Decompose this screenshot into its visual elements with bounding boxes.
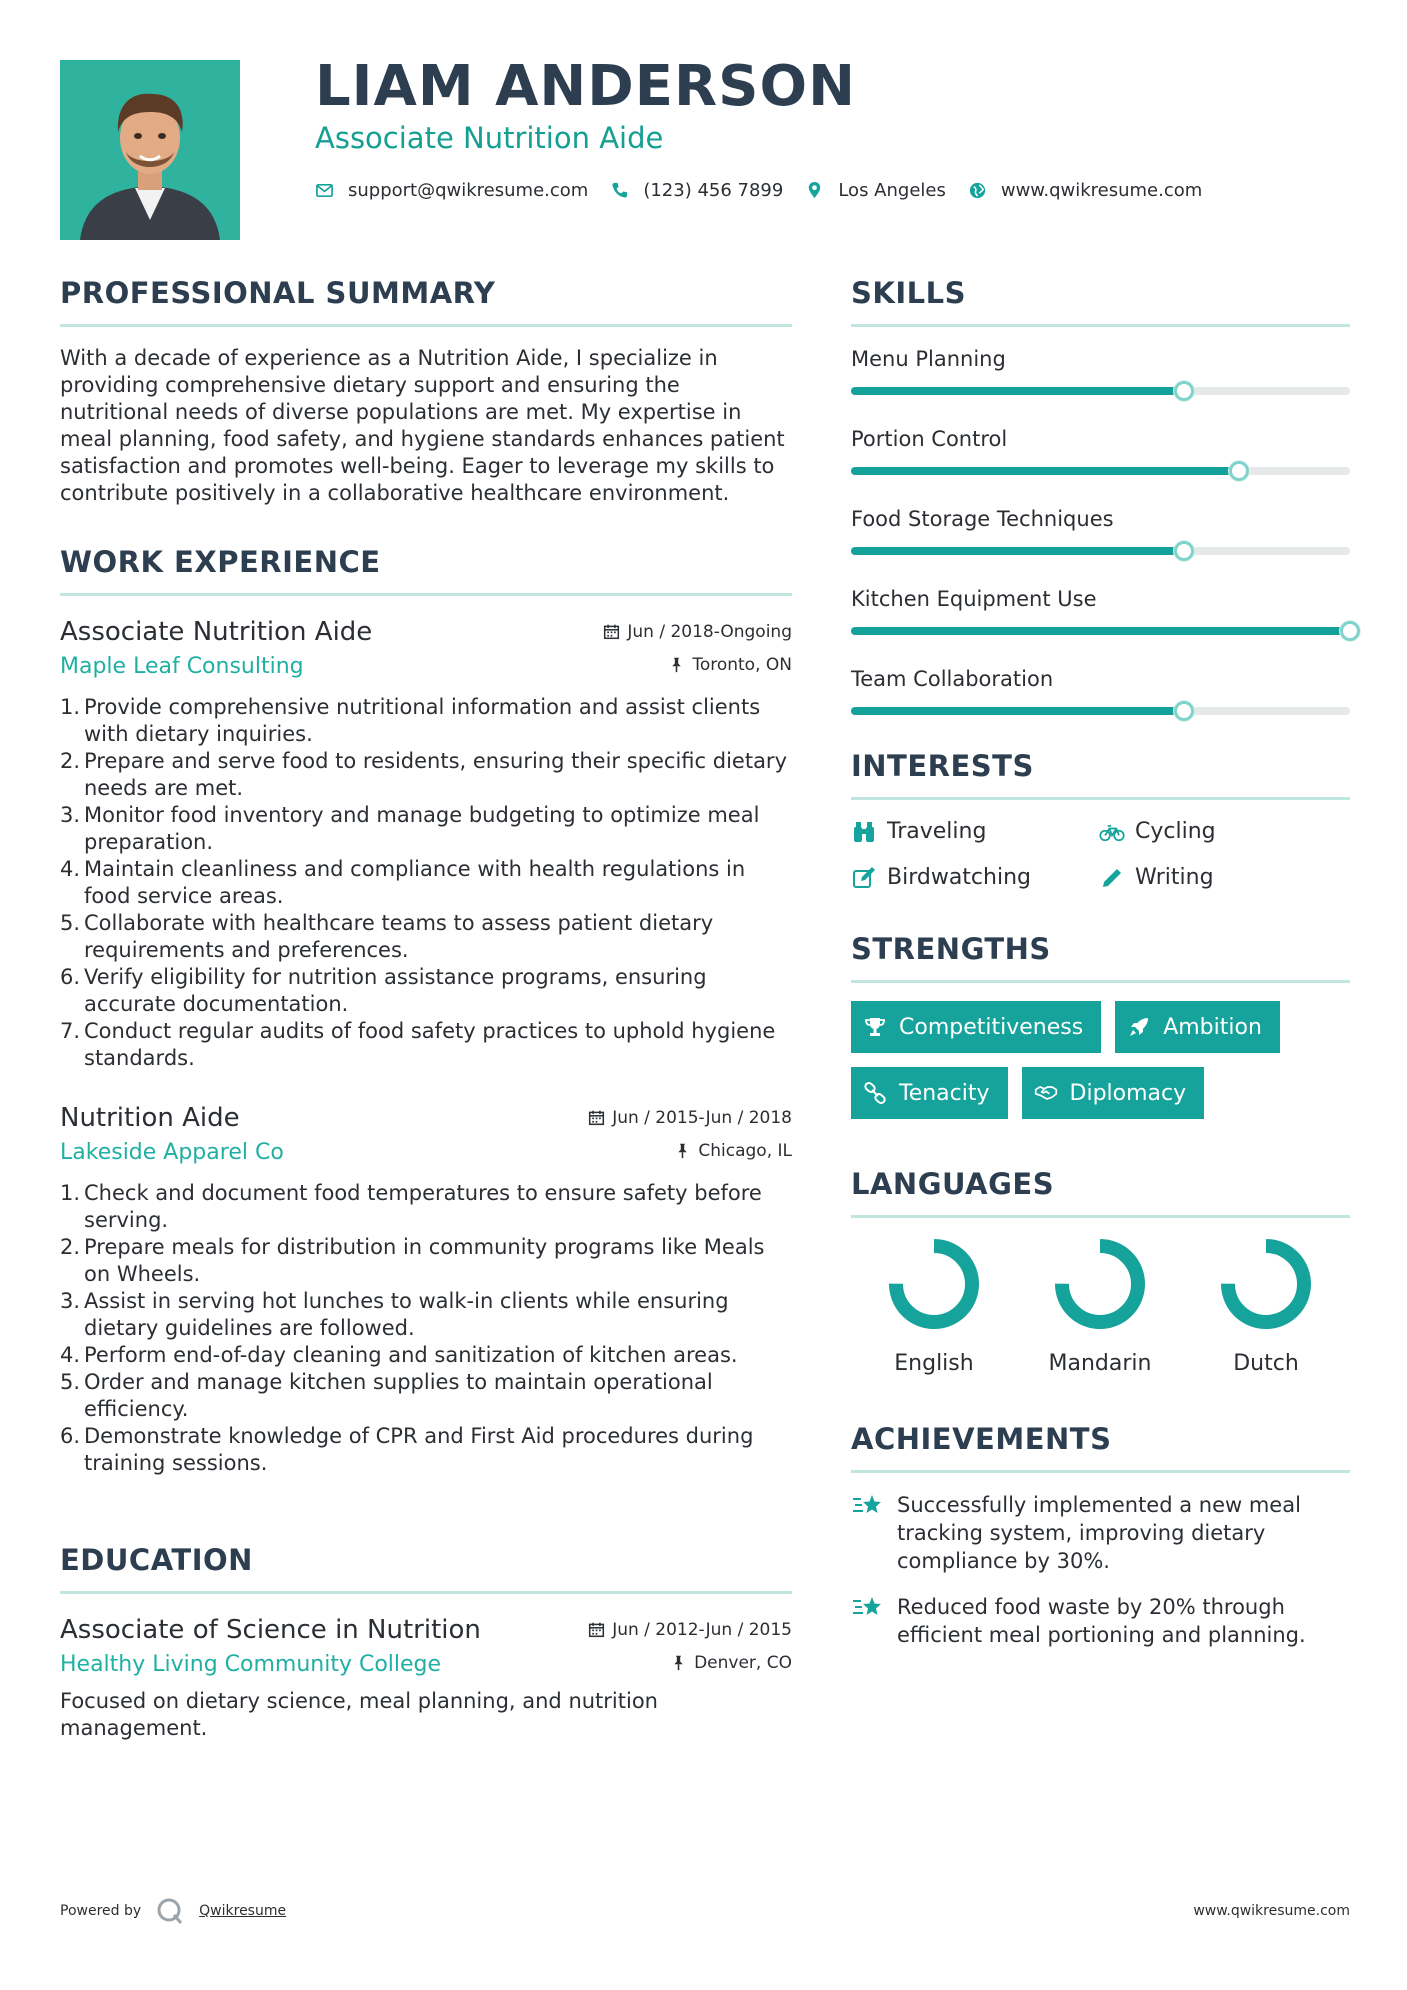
contact-location (805, 180, 946, 201)
handshake-icon (1034, 1081, 1058, 1105)
resume-header (315, 52, 1365, 201)
skill-bar-fill (851, 387, 1184, 395)
profile-photo (60, 60, 240, 240)
language-ring (1052, 1236, 1148, 1332)
pushpin-icon (670, 1654, 687, 1671)
job-location (674, 1141, 792, 1161)
strength-badge (851, 1001, 1101, 1053)
section-title-experience: WORK EXPERIENCE (60, 541, 792, 596)
job-dates-text: Jun / 2018-Ongoing (627, 621, 792, 642)
person-avatar-icon (60, 60, 240, 240)
skill-bar (851, 707, 1350, 715)
list-item: 5. Collaborate with healthcare teams to assess patient dietary requirements and preferences. (60, 911, 714, 962)
list-item: 7. Conduct regular audits of food safety practices to uphold hygiene standards. (60, 1019, 776, 1070)
candidate-name: LIAM ANDERSON (315, 54, 856, 119)
skill-bar-knob (1340, 621, 1360, 641)
skill-bar-knob (1174, 701, 1194, 721)
skill-bar (851, 387, 1350, 395)
job-dates (603, 622, 792, 642)
skill-bar-fill (851, 467, 1239, 475)
bicycle-icon (1099, 819, 1125, 845)
achievement-text: Successfully implemented a new meal tracking system, improving dietary compliance by 30%. (897, 1493, 1301, 1573)
skills-list (851, 345, 1350, 715)
list-item: 2. Prepare and serve food to residents, ensuring their specific dietary needs are met. (60, 749, 787, 800)
skill-bar-fill (851, 627, 1350, 635)
binoculars-icon (851, 819, 877, 845)
strength-badge (851, 1067, 1008, 1119)
language-item (851, 1236, 1017, 1378)
shooting-star-icon (851, 1489, 885, 1523)
job-duties (60, 694, 792, 1072)
education-location (670, 1653, 792, 1673)
strength-badge (1022, 1067, 1205, 1119)
job-entry (60, 1100, 792, 1477)
calendar-icon (588, 1621, 605, 1638)
skill-name: Menu Planning (851, 347, 1006, 371)
job-company: Maple Leaf Consulting (60, 654, 304, 679)
list-item: 6. Demonstrate knowledge of CPR and First Aid procedures during training sessions. (60, 1424, 754, 1475)
education-location-text: Denver, CO (694, 1652, 792, 1673)
interest-label: Cycling (1135, 819, 1216, 844)
skill-name: Kitchen Equipment Use (851, 587, 1097, 611)
powered-by (60, 1896, 286, 1926)
strength-label: Ambition (1163, 1014, 1262, 1040)
section-title-summary: PROFESSIONAL SUMMARY (60, 272, 792, 327)
degree-title: Associate of Science in Nutrition (60, 1615, 481, 1645)
skill-bar (851, 467, 1350, 475)
language-ring (886, 1236, 982, 1332)
strength-label: Diplomacy (1069, 1080, 1187, 1106)
interest-label: Writing (1135, 865, 1214, 890)
job-title: Nutrition Aide (60, 1103, 240, 1133)
skill-name: Team Collaboration (851, 667, 1054, 691)
skill-bar (851, 627, 1350, 635)
trophy-icon (863, 1015, 887, 1039)
achievement-item (851, 1593, 1350, 1649)
calendar-icon (588, 1109, 605, 1126)
strength-badge (1115, 1001, 1280, 1053)
envelope-icon (315, 181, 334, 200)
job-dates-text: Jun / 2015-Jun / 2018 (612, 1107, 792, 1128)
right-column (851, 272, 1350, 1667)
education-description: Focused on dietary science, meal planning, and nutrition management. (60, 1689, 658, 1740)
interests-list (851, 818, 1350, 892)
section-title-interests: INTERESTS (851, 745, 1350, 800)
contact-email[interactable] (315, 180, 588, 201)
list-item: 4. Perform end-of-day cleaning and sanitization of kitchen areas. (60, 1343, 738, 1367)
list-item: 1. Check and document food temperatures to ensure safety before serving. (60, 1181, 762, 1232)
link-icon (863, 1081, 887, 1105)
skill-bar-fill (851, 707, 1184, 715)
skill-item (851, 665, 1350, 715)
pushpin-icon (674, 1142, 691, 1159)
left-column (60, 272, 792, 1770)
language-item (1183, 1236, 1349, 1378)
shooting-star-icon (851, 1591, 885, 1625)
powered-by-label: Powered by (60, 1903, 142, 1919)
contact-website[interactable] (968, 180, 1202, 201)
job-duties (60, 1180, 792, 1477)
location-text: Los Angeles (838, 180, 946, 201)
interest-item (851, 864, 1099, 892)
list-item: 3. Monitor food inventory and manage budgeting to optimize meal preparation. (60, 803, 760, 854)
strengths-list (851, 1001, 1350, 1133)
qwikresume-logo-icon (155, 1896, 185, 1926)
strength-label: Competitiveness (899, 1014, 1084, 1040)
candidate-role: Associate Nutrition Aide (315, 121, 664, 155)
phone-icon (610, 181, 629, 200)
strength-label: Tenacity (899, 1080, 990, 1106)
interest-item (851, 818, 1099, 846)
pencil-icon (1099, 865, 1125, 891)
section-title-achievements: ACHIEVEMENTS (851, 1418, 1350, 1473)
list-item: 6. Verify eligibility for nutrition assistance programs, ensuring accurate documentation. (60, 965, 707, 1016)
skill-bar-knob (1229, 461, 1249, 481)
list-item: 4. Maintain cleanliness and compliance with health regulations in food service areas. (60, 857, 746, 908)
job-title: Associate Nutrition Aide (60, 617, 373, 647)
list-item: 2. Prepare meals for distribution in community programs like Meals on Wheels. (60, 1235, 765, 1286)
page-footer (60, 1896, 1350, 1926)
job-location (668, 655, 792, 675)
skill-bar-fill (851, 547, 1184, 555)
achievement-item (851, 1491, 1350, 1575)
language-name: Mandarin (1048, 1351, 1152, 1376)
globe-icon (968, 181, 987, 200)
contact-bar (315, 180, 1365, 201)
pushpin-icon (668, 656, 685, 673)
rocket-icon (1127, 1015, 1151, 1039)
skill-bar (851, 547, 1350, 555)
section-title-skills: SKILLS (851, 272, 1350, 327)
skill-bar-knob (1174, 381, 1194, 401)
list-item: 3. Assist in serving hot lunches to walk-in clients while ensuring dietary guidelines are followed. (60, 1289, 729, 1340)
education-entry (60, 1612, 792, 1742)
skill-bar-knob (1174, 541, 1194, 561)
map-pin-icon (805, 181, 824, 200)
job-company: Lakeside Apparel Co (60, 1140, 284, 1165)
section-title-languages: LANGUAGES (851, 1163, 1350, 1218)
education-dates-text: Jun / 2012-Jun / 2015 (612, 1619, 792, 1640)
list-item: 1. Provide comprehensive nutritional information and assist clients with dietary inquiries. (60, 695, 761, 746)
languages-list (851, 1236, 1350, 1378)
section-title-strengths: STRENGTHS (851, 928, 1350, 983)
language-item (1017, 1236, 1183, 1378)
website-text: www.qwikresume.com (1000, 180, 1203, 201)
email-text: support@qwikresume.com (348, 180, 589, 201)
education-dates (588, 1620, 792, 1640)
skill-name: Food Storage Techniques (851, 507, 1114, 531)
skill-item (851, 585, 1350, 635)
contact-phone[interactable] (610, 180, 783, 201)
list-item: 5. Order and manage kitchen supplies to maintain operational efficiency. (60, 1370, 713, 1421)
achievement-text: Reduced food waste by 20% through efficient meal portioning and planning. (897, 1595, 1306, 1647)
interest-item (1099, 818, 1347, 846)
interest-label: Traveling (887, 819, 987, 844)
language-name: English (894, 1351, 974, 1376)
job-dates (588, 1108, 792, 1128)
job-location-text: Chicago, IL (698, 1140, 792, 1161)
section-title-education: EDUCATION (60, 1539, 792, 1594)
phone-text: (123) 456 7899 (643, 180, 784, 201)
language-ring (1218, 1236, 1314, 1332)
skill-item (851, 345, 1350, 395)
interest-label: Birdwatching (887, 865, 1031, 890)
skill-item (851, 425, 1350, 475)
skill-name: Portion Control (851, 427, 1008, 451)
achievements-list (851, 1491, 1350, 1649)
school-name: Healthy Living Community College (60, 1652, 442, 1677)
summary-text: With a decade of experience as a Nutrition Aide, I specialize in providing comprehensive dietary support and ensuring the nutritional needs of diverse populations are met. My expertise in meal planning, food safety, and hygiene standards enhances patient satisfaction and promotes well-being. Eager to leverage my skills to contribute positively in a collaborative healthcare environment. (60, 346, 785, 505)
calendar-icon (603, 623, 620, 640)
edit-icon (851, 865, 877, 891)
skill-item (851, 505, 1350, 555)
brand-link[interactable]: Qwikresume (199, 1903, 287, 1919)
language-name: Dutch (1233, 1351, 1299, 1376)
job-location-text: Toronto, ON (692, 654, 792, 675)
job-entry (60, 614, 792, 1072)
interest-item (1099, 864, 1347, 892)
footer-url[interactable]: www.qwikresume.com (1193, 1903, 1350, 1919)
